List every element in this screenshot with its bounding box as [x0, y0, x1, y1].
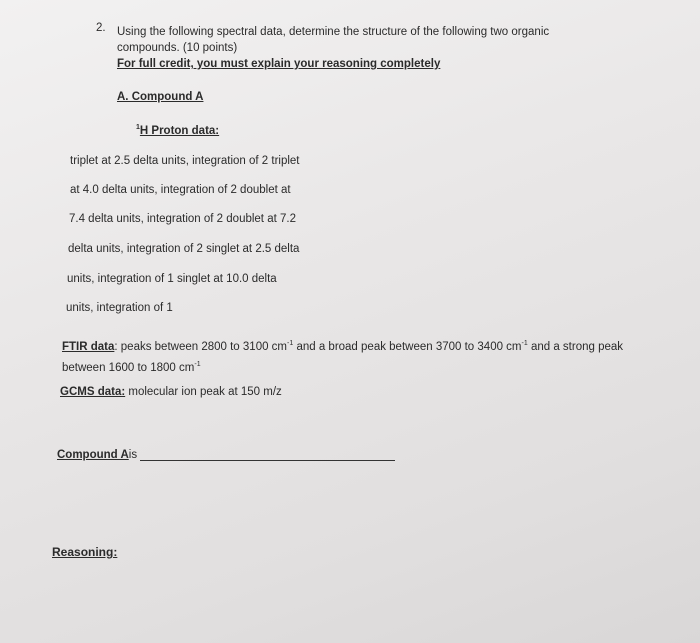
ftir-sup-1: -1 [287, 340, 294, 347]
gcms-data [60, 386, 282, 398]
proton-superscript: 1 [136, 124, 140, 131]
question-text-line-1: Using the following spectral data, determine the structure of the following two organic [117, 26, 550, 38]
nmr-line: units, integration of 1 singlet at 10.0 delta [67, 273, 277, 285]
compound-a-heading: A. Compound A [117, 91, 204, 103]
ftir-sup-3: -1 [194, 360, 201, 368]
ftir-text-1: : peaks between 2800 to 3100 cm [114, 340, 288, 353]
nmr-line: 7.4 delta units, integration of 2 doublet at 7.2 [69, 213, 296, 225]
answer-blank-line[interactable] [140, 448, 395, 461]
ftir-label: FTIR data [62, 340, 115, 353]
nmr-line: units, integration of 1 [66, 302, 173, 314]
proton-data-heading [136, 124, 219, 137]
ftir-data [62, 335, 662, 377]
question-text-line-2: compounds. (10 points) [117, 42, 238, 54]
full-credit-instruction: For full credit, you must explain your reasoning completely [117, 58, 441, 70]
reasoning-label: Reasoning: [52, 545, 118, 559]
ftir-sup-2: -1 [521, 340, 528, 347]
answer-suffix: is [128, 449, 138, 461]
question-number: 2. [96, 22, 106, 34]
compound-a-answer [57, 448, 395, 461]
ftir-text-2: and a broad peak between 3700 to 3400 cm [293, 340, 522, 353]
nmr-line: triplet at 2.5 delta units, integration of 2 triplet [70, 155, 300, 167]
answer-label: Compound A [57, 449, 129, 461]
nmr-line: delta units, integration of 2 singlet at 2.5 delta [68, 243, 300, 255]
ftir-text-3: and a strong peak between 1600 to 1800 cm [62, 340, 624, 374]
gcms-label: GCMS data: [60, 386, 126, 398]
nmr-line: at 4.0 delta units, integration of 2 doublet at [70, 184, 291, 196]
proton-heading-label: H Proton data: [139, 124, 220, 137]
gcms-text: molecular ion peak at 150 m/z [125, 386, 282, 398]
